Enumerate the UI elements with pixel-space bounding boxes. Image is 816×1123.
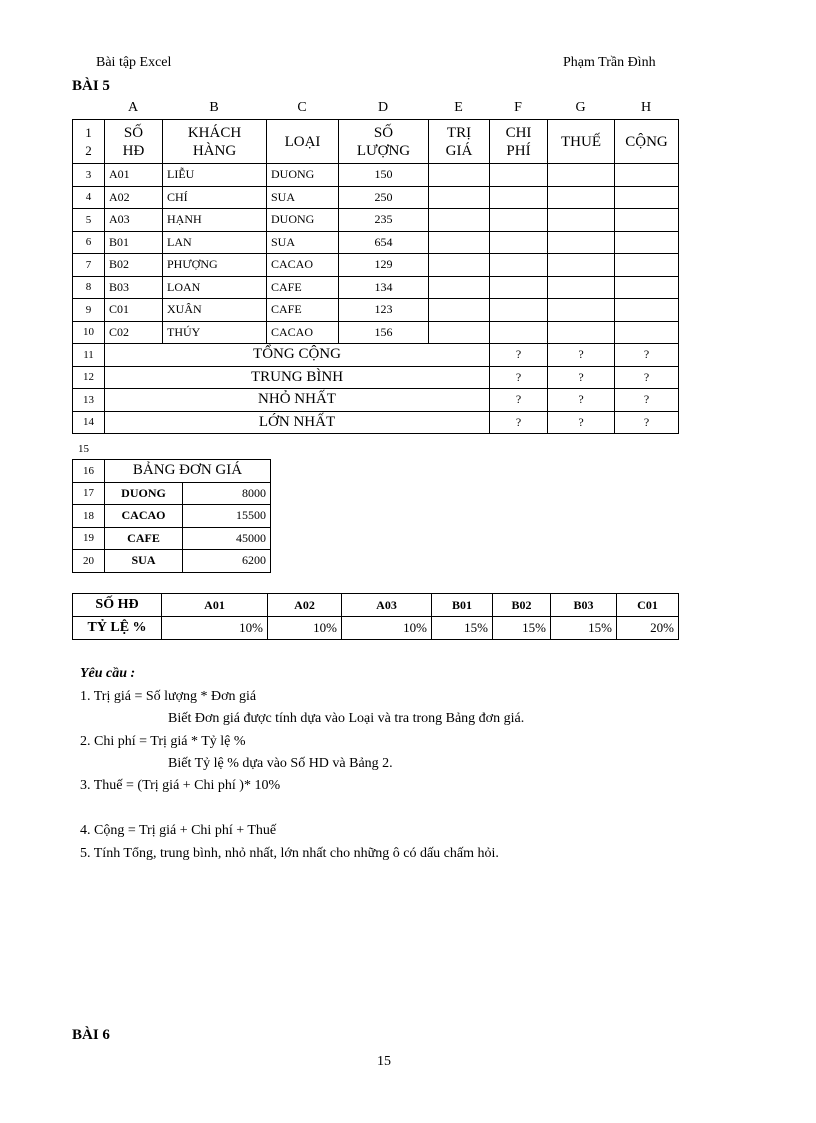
cell-khach-hang: LOAN bbox=[163, 276, 267, 299]
cell-so-hd: B01 bbox=[105, 231, 163, 254]
invoice-table bbox=[72, 119, 679, 434]
cell-so-luong: 235 bbox=[339, 209, 429, 232]
header-tri-gia: TRỊ GIÁ bbox=[429, 120, 490, 164]
cell-thue bbox=[548, 299, 615, 322]
table-row bbox=[73, 482, 271, 505]
header-thue: THUẾ bbox=[548, 120, 615, 164]
cell-loai: CAFE bbox=[267, 276, 339, 299]
summary-cong: ? bbox=[615, 389, 679, 412]
column-letter: B bbox=[209, 100, 219, 115]
summary-cong: ? bbox=[615, 344, 679, 367]
cell-chi-phi bbox=[490, 186, 548, 209]
rate-value-label: TỶ LỆ % bbox=[73, 617, 162, 640]
price-type: CACAO bbox=[105, 505, 183, 528]
price-type: DUONG bbox=[105, 482, 183, 505]
row-number: 18 bbox=[73, 505, 105, 528]
cell-so-luong: 123 bbox=[339, 299, 429, 322]
requirements-title: Yêu cầu : bbox=[80, 666, 136, 681]
cell-loai: SUA bbox=[267, 231, 339, 254]
table-row bbox=[73, 389, 679, 412]
cell-so-luong: 150 bbox=[339, 164, 429, 187]
cell-so-hd: B03 bbox=[105, 276, 163, 299]
cell-so-luong: 129 bbox=[339, 254, 429, 277]
row-number: 16 bbox=[73, 460, 105, 483]
cell-tri-gia bbox=[429, 299, 490, 322]
header-loai: LOẠI bbox=[267, 120, 339, 164]
column-letter: F bbox=[514, 100, 522, 115]
cell-chi-phi bbox=[490, 254, 548, 277]
exercise-5-title: BÀI 5 bbox=[72, 78, 110, 94]
table-row bbox=[73, 527, 271, 550]
rate-value: 20% bbox=[617, 617, 679, 640]
table-row bbox=[73, 344, 679, 367]
requirement-item: 3. Thuế = (Trị giá + Chi phí )* 10% bbox=[80, 778, 281, 793]
table-row bbox=[73, 321, 679, 344]
summary-chi-phi: ? bbox=[490, 389, 548, 412]
cell-loai: DUONG bbox=[267, 209, 339, 232]
cell-loai: CACAO bbox=[267, 254, 339, 277]
cell-chi-phi bbox=[490, 321, 548, 344]
cell-loai: SUA bbox=[267, 186, 339, 209]
requirement-item: 2. Chi phí = Trị giá * Tỷ lệ % bbox=[80, 734, 246, 749]
price-type: SUA bbox=[105, 550, 183, 573]
table-row bbox=[73, 366, 679, 389]
cell-loai: CAFE bbox=[267, 299, 339, 322]
cell-tri-gia bbox=[429, 276, 490, 299]
cell-cong bbox=[615, 254, 679, 277]
cell-tri-gia bbox=[429, 209, 490, 232]
row-number: 9 bbox=[73, 299, 105, 322]
row-number: 5 bbox=[73, 209, 105, 232]
header-right: Phạm Trần Đình bbox=[563, 55, 656, 70]
cell-thue bbox=[548, 276, 615, 299]
table-row bbox=[73, 550, 271, 573]
table-row bbox=[73, 505, 271, 528]
rate-code: C01 bbox=[617, 594, 679, 617]
row-number: 19 bbox=[73, 527, 105, 550]
cell-thue bbox=[548, 186, 615, 209]
requirement-item: 5. Tính Tổng, trung bình, nhỏ nhất, lớn nhất cho những ô có dấu chấm hỏi. bbox=[80, 846, 499, 861]
summary-chi-phi: ? bbox=[490, 344, 548, 367]
price-table bbox=[72, 459, 271, 573]
cell-khach-hang: LIỄU bbox=[163, 164, 267, 187]
rate-value: 15% bbox=[432, 617, 493, 640]
cell-so-hd: A02 bbox=[105, 186, 163, 209]
column-letter: E bbox=[454, 100, 463, 115]
rate-code: A03 bbox=[342, 594, 432, 617]
column-letter: H bbox=[640, 100, 652, 115]
row-number: 20 bbox=[73, 550, 105, 573]
cell-so-hd: C02 bbox=[105, 321, 163, 344]
cell-khach-hang: HẠNH bbox=[163, 209, 267, 232]
rate-code-label: SỐ HĐ bbox=[73, 594, 162, 617]
rate-value: 10% bbox=[162, 617, 268, 640]
price-value: 15500 bbox=[183, 505, 271, 528]
table-row bbox=[73, 231, 679, 254]
cell-cong bbox=[615, 321, 679, 344]
price-type: CAFE bbox=[105, 527, 183, 550]
price-value: 45000 bbox=[183, 527, 271, 550]
cell-so-hd: A01 bbox=[105, 164, 163, 187]
header-so-luong: SỐ LƯỢNG bbox=[339, 120, 429, 164]
header-left: Bài tập Excel bbox=[96, 55, 172, 70]
summary-chi-phi: ? bbox=[490, 411, 548, 434]
table-row bbox=[73, 411, 679, 434]
cell-so-luong: 654 bbox=[339, 231, 429, 254]
table-header-row bbox=[73, 120, 679, 164]
summary-thue: ? bbox=[548, 411, 615, 434]
cell-cong bbox=[615, 231, 679, 254]
cell-khach-hang: THÚY bbox=[163, 321, 267, 344]
table-row bbox=[73, 186, 679, 209]
cell-chi-phi bbox=[490, 164, 548, 187]
cell-loai: CACAO bbox=[267, 321, 339, 344]
cell-thue bbox=[548, 164, 615, 187]
table-row bbox=[73, 617, 679, 640]
cell-tri-gia bbox=[429, 254, 490, 277]
cell-tri-gia bbox=[429, 186, 490, 209]
rate-value: 15% bbox=[551, 617, 617, 640]
table-row bbox=[73, 254, 679, 277]
cell-chi-phi bbox=[490, 209, 548, 232]
summary-chi-phi: ? bbox=[490, 366, 548, 389]
header-khach-hang: KHÁCH HÀNG bbox=[163, 120, 267, 164]
cell-tri-gia bbox=[429, 231, 490, 254]
row-number: 3 bbox=[73, 164, 105, 187]
summary-thue: ? bbox=[548, 366, 615, 389]
summary-label: TỔNG CỘNG bbox=[105, 344, 490, 367]
column-letter: G bbox=[575, 100, 586, 115]
requirement-item: 4. Cộng = Trị giá + Chi phí + Thuế bbox=[80, 823, 277, 838]
row-number: 11 bbox=[73, 344, 105, 367]
rate-code: A01 bbox=[162, 594, 268, 617]
row-number: 8 bbox=[73, 276, 105, 299]
rate-code: A02 bbox=[268, 594, 342, 617]
cell-thue bbox=[548, 254, 615, 277]
cell-chi-phi bbox=[490, 299, 548, 322]
cell-chi-phi bbox=[490, 231, 548, 254]
requirement-item: 1. Trị giá = Số lượng * Đơn giá bbox=[80, 689, 257, 704]
row-number: 13 bbox=[73, 389, 105, 412]
price-value: 8000 bbox=[183, 482, 271, 505]
cell-so-hd: A03 bbox=[105, 209, 163, 232]
rate-table bbox=[72, 593, 679, 640]
row-number: 12 bbox=[73, 366, 105, 389]
row-number: 15 bbox=[78, 443, 89, 455]
header-chi-phi: CHI PHÍ bbox=[490, 120, 548, 164]
table-row bbox=[73, 276, 679, 299]
column-letter: C bbox=[297, 100, 307, 115]
table-row bbox=[73, 299, 679, 322]
exercise-6-title: BÀI 6 bbox=[72, 1027, 110, 1043]
cell-thue bbox=[548, 321, 615, 344]
header-cong: CỘNG bbox=[615, 120, 679, 164]
cell-so-hd: C01 bbox=[105, 299, 163, 322]
rate-value: 10% bbox=[268, 617, 342, 640]
table-row bbox=[73, 209, 679, 232]
cell-cong bbox=[615, 276, 679, 299]
rate-code: B01 bbox=[432, 594, 493, 617]
summary-cong: ? bbox=[615, 411, 679, 434]
cell-loai: DUONG bbox=[267, 164, 339, 187]
header-so-hd: SỐ HĐ bbox=[105, 120, 163, 164]
price-value: 6200 bbox=[183, 550, 271, 573]
row-number: 14 bbox=[73, 411, 105, 434]
row-number: 7 bbox=[73, 254, 105, 277]
cell-khach-hang: LAN bbox=[163, 231, 267, 254]
table-row bbox=[73, 594, 679, 617]
summary-thue: ? bbox=[548, 344, 615, 367]
cell-khach-hang: CHÍ bbox=[163, 186, 267, 209]
table-row bbox=[73, 164, 679, 187]
summary-label: LỚN NHẤT bbox=[105, 411, 490, 434]
rate-code: B03 bbox=[551, 594, 617, 617]
column-letter: D bbox=[377, 100, 389, 115]
table-row bbox=[73, 460, 271, 483]
row-number: 1 2 bbox=[73, 120, 105, 164]
requirement-note: Biết Tỷ lệ % dựa vào Số HD và Bảng 2. bbox=[168, 756, 393, 771]
summary-label: TRUNG BÌNH bbox=[105, 366, 490, 389]
cell-cong bbox=[615, 209, 679, 232]
cell-tri-gia bbox=[429, 321, 490, 344]
cell-so-luong: 134 bbox=[339, 276, 429, 299]
rate-value: 15% bbox=[493, 617, 551, 640]
row-number: 4 bbox=[73, 186, 105, 209]
cell-cong bbox=[615, 186, 679, 209]
summary-label: NHỎ NHẤT bbox=[105, 389, 490, 412]
rate-value: 10% bbox=[342, 617, 432, 640]
rate-code: B02 bbox=[493, 594, 551, 617]
cell-khach-hang: XUÂN bbox=[163, 299, 267, 322]
cell-cong bbox=[615, 164, 679, 187]
row-number: 10 bbox=[73, 321, 105, 344]
column-letter: A bbox=[127, 100, 139, 115]
cell-cong bbox=[615, 299, 679, 322]
cell-chi-phi bbox=[490, 276, 548, 299]
page-number: 15 bbox=[377, 1054, 391, 1069]
cell-thue bbox=[548, 209, 615, 232]
requirement-note: Biết Đơn giá được tính dựa vào Loại và tra trong Bảng đơn giá. bbox=[168, 711, 525, 726]
cell-so-hd: B02 bbox=[105, 254, 163, 277]
cell-so-luong: 250 bbox=[339, 186, 429, 209]
row-number: 17 bbox=[73, 482, 105, 505]
cell-thue bbox=[548, 231, 615, 254]
price-table-title: BẢNG ĐƠN GIÁ bbox=[105, 460, 271, 483]
row-number: 6 bbox=[73, 231, 105, 254]
cell-khach-hang: PHƯỢNG bbox=[163, 254, 267, 277]
cell-so-luong: 156 bbox=[339, 321, 429, 344]
cell-tri-gia bbox=[429, 164, 490, 187]
summary-thue: ? bbox=[548, 389, 615, 412]
summary-cong: ? bbox=[615, 366, 679, 389]
